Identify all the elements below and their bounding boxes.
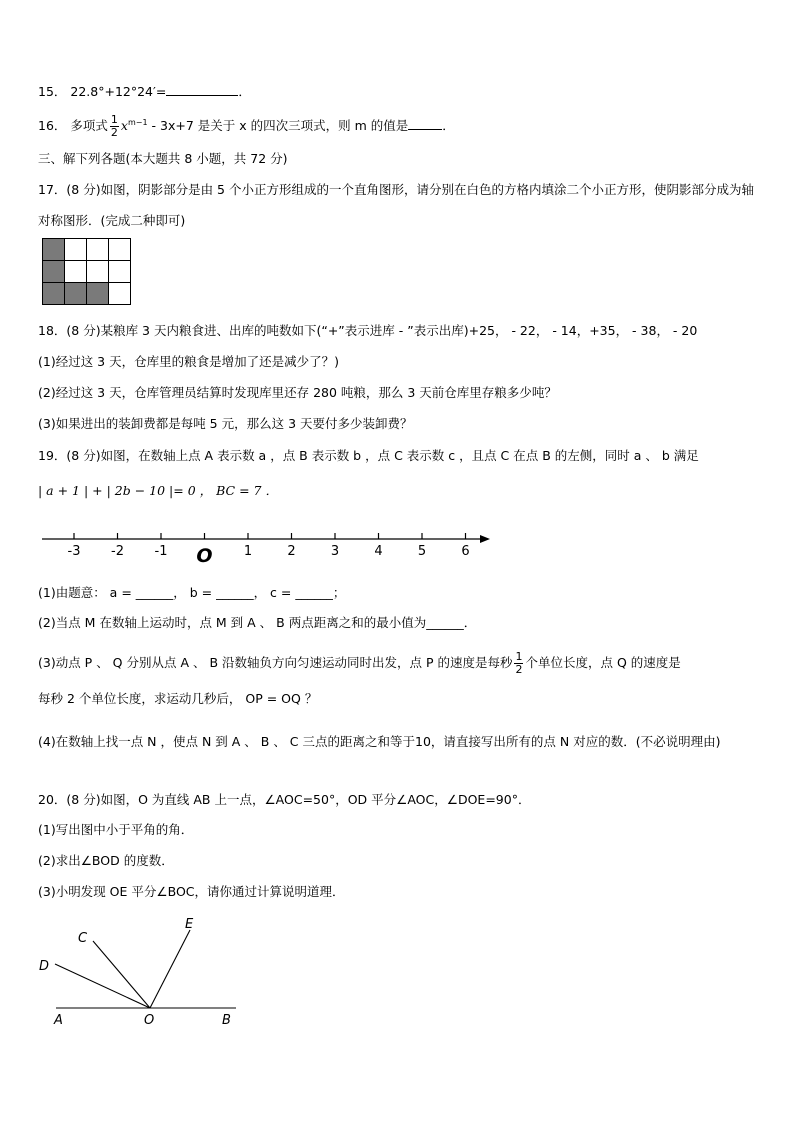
question-19-condition: | a + 1 | + | 2b − 10 |= 0 ， BC = 7 ． <box>38 483 278 498</box>
question-18-part-1: (1)经过这 3 天，仓库里的粮食是增加了还是减少了？) <box>38 354 339 369</box>
grid-cell-shaded <box>65 283 87 305</box>
question-19-part-1: (1)由题意： a = ______， b = ______， c = ______； <box>38 585 346 600</box>
ray-od <box>55 964 150 1008</box>
grid-cell-shaded <box>87 283 109 305</box>
q15-answer-blank[interactable] <box>166 83 238 96</box>
q16-number: 16． <box>38 118 67 134</box>
question-19-stem: 19．(8 分)如图，在数轴上点 A 表示数 a ，点 B 表示数 b ，点 C 表示数 c ，且点 C 在点 B 的左侧，同时 a 、 b 满足 <box>38 448 699 463</box>
question-19-part-3: (3)动点 P 、 Q 分别从点 A 、 B 沿数轴负方向匀速运动同时出发，点 P 的速度是每秒 $\frac{1}{2}$ 个单位长度，点 Q 的速度是 <box>38 650 681 676</box>
label-e: E <box>185 917 194 932</box>
number-line-tick-label: 5 <box>417 544 427 559</box>
grid-cell-shaded <box>43 261 65 283</box>
q15-number: 15． <box>38 84 67 99</box>
label-o: O <box>144 1013 155 1028</box>
grid-cell <box>109 239 131 261</box>
ray-oc <box>93 941 150 1008</box>
question-18-part-2: (2)经过这 3 天，仓库管理员结算时发现库里还存 280 吨粮，那么 3 天前仓库里存粮多少吨？ <box>38 385 557 400</box>
grid-cell <box>87 239 109 261</box>
grid-cell-shaded <box>43 239 65 261</box>
number-line-tick-label: 4 <box>374 544 383 559</box>
question-19-part-3-cont: 每秒 2 个单位长度，求运动几秒后， OP = OQ ？ <box>38 691 318 706</box>
label-b: B <box>222 1013 231 1028</box>
question-17: 17．(8 分)如图，阴影部分是由 5 个小正方形组成的一个直角图形，请分别在白色的方格内填涂二个小正方形，使阴影部分成为轴对称图形．(完成二种即可) <box>38 182 754 228</box>
q17-grid-figure <box>42 238 131 305</box>
question-20-stem: 20．(8 分)如图，O 为直线 AB 上一点，∠AOC=50°，OD 平分∠AOC，∠DOE=90°． <box>38 792 531 807</box>
number-line-tick-label: O <box>196 545 213 567</box>
section-3-heading: 三、解下列各题(本大题共 8 小题，共 72 分) <box>38 151 288 166</box>
ray-oe <box>150 930 190 1008</box>
question-19-part-2: (2)当点 M 在数轴上运动时，点 M 到 A 、 B 两点距离之和的最小值为______． <box>38 615 477 630</box>
label-c: C <box>78 931 88 946</box>
question-20-part-2: (2)求出∠BOD 的度数． <box>38 853 174 868</box>
grid-cell <box>65 261 87 283</box>
number-line-tick-label: 2 <box>287 544 296 559</box>
question-18-stem: 18．(8 分)某粮库 3 天内粮食进、出库的吨数如下(“+”表示进库 - ”表示出库)+25， - 22， - 14，+35， - 38， - 20 <box>38 323 698 338</box>
number-line-tick-label: -3 <box>67 544 81 559</box>
grid-cell <box>109 261 131 283</box>
question-20-part-3: (3)小明发现 OE 平分∠BOC，请你通过计算说明道理． <box>38 884 345 899</box>
number-line-arrow <box>480 535 490 543</box>
grid-cell <box>109 283 131 305</box>
q16-answer-blank[interactable] <box>408 117 442 130</box>
number-line-tick-label: 1 <box>243 544 253 559</box>
grid-cell <box>87 261 109 283</box>
question-20-part-1: (1)写出图中小于平角的角． <box>38 822 194 837</box>
label-a: A <box>54 1013 63 1028</box>
angle-figure <box>30 912 250 1030</box>
number-line-tick-label: -1 <box>154 544 168 559</box>
number-line-tick-label: 6 <box>461 544 470 559</box>
question-15: 15． 22.8°+12°24′= ． <box>38 84 251 99</box>
question-16: 16． 多项式 $\frac{1}{2}$ $x^{m-1} - 3x+7$ 是关于 x 的四次三项式，则 m 的值是 ． <box>38 113 455 140</box>
number-line-figure <box>38 522 498 568</box>
number-line-tick-label: 3 <box>330 544 340 559</box>
q15-expression: 22.8°+12°24′= <box>70 84 167 99</box>
question-19-part-4: (4)在数轴上找一点 N ，使点 N 到 A 、 B 、 C 三点的距离之和等于10，请直接写出所有的点 N 对应的数．(不必说明理由) <box>38 734 721 749</box>
q19-fraction: $\frac{1}{2}$ <box>515 650 523 676</box>
q16-fraction: $\frac{1}{2}$ <box>110 113 118 140</box>
label-d: D <box>39 959 50 974</box>
grid-cell <box>65 239 87 261</box>
grid-cell-shaded <box>43 283 65 305</box>
question-18-part-3: (3)如果进出的装卸费都是每吨 5 元，那么这 3 天要付多少装卸费？ <box>38 416 413 431</box>
number-line-tick-label: -2 <box>111 544 124 559</box>
